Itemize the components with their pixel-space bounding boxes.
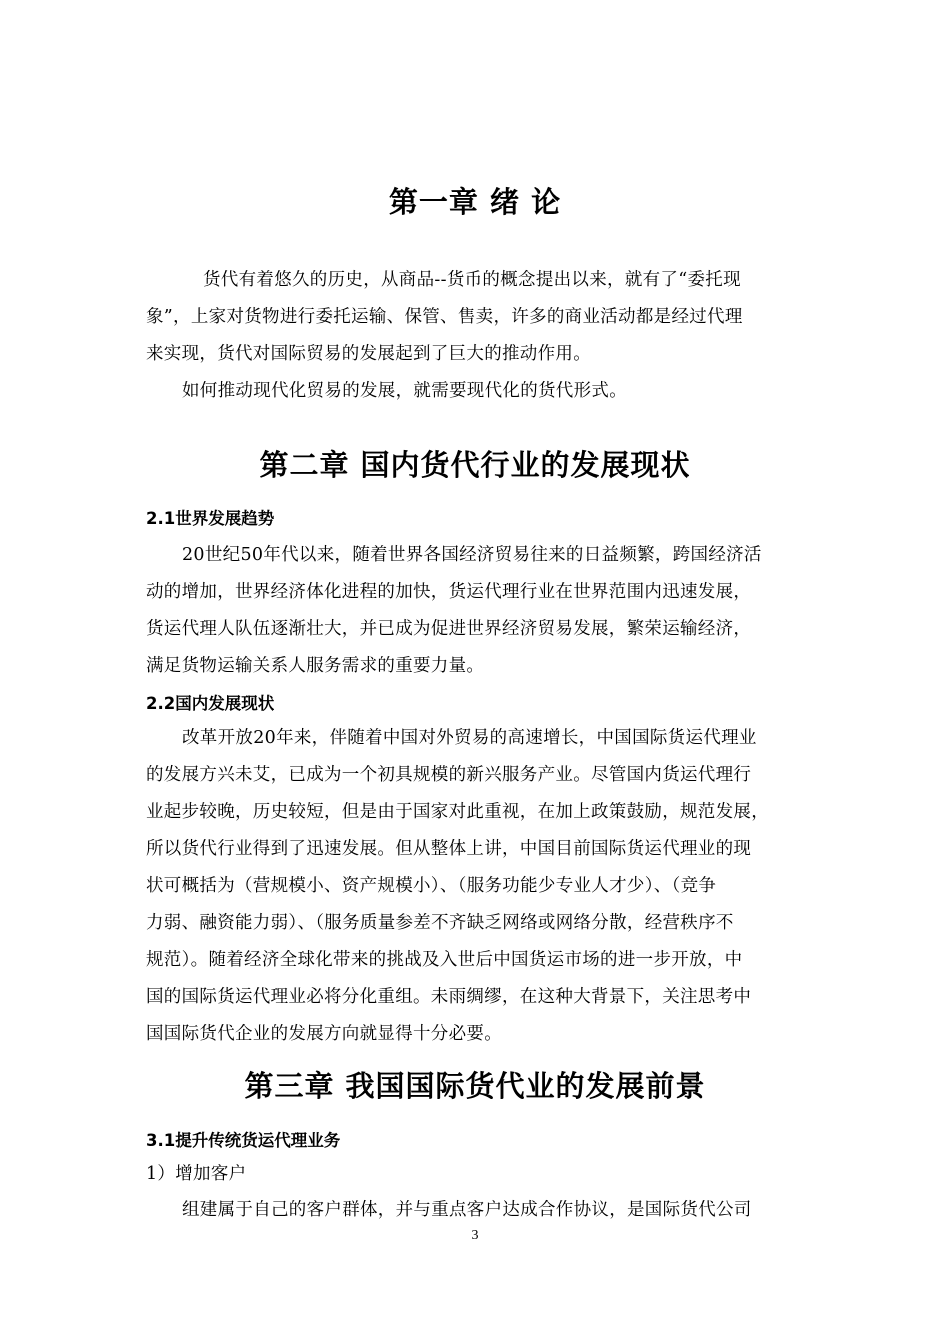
chapter-1-para-2: 如何推动现代化贸易的发展，就需要现代化的货代形式。 xyxy=(182,381,627,401)
chapter-1-title: 第一章 绪 论 xyxy=(388,185,562,219)
section-2-1-heading: 2.1世界发展趋势 xyxy=(146,509,275,528)
section-2-2-line-8: 国的国际货运代理业必将分化重组。未雨绸缪，在这种大背景下，关注思考中 xyxy=(146,987,752,1007)
section-2-2-line-1: 改革开放20年来，伴随着中国对外贸易的高速增长，中国国际货运代理业 xyxy=(182,728,757,748)
section-3-1-item-1: 1）增加客户 xyxy=(146,1164,247,1184)
section-3-1-line-1: 组建属于自己的客户群体，并与重点客户达成合作协议，是国际货代公司 xyxy=(182,1200,752,1220)
chapter-2-title: 第二章 国内货代行业的发展现状 xyxy=(259,448,691,482)
section-2-2-line-5: 状可概括为（营规模小、资产规模小）、（服务功能少专业人才少）、（竞争 xyxy=(146,876,717,896)
chapter-1-para-1-line-2: 象”，上家对货物进行委托运输、保管、售卖，许多的商业活动都是经过代理 xyxy=(146,307,743,327)
page-number: 3 xyxy=(471,1228,479,1243)
section-2-2-line-7: 规范）。随着经济全球化带来的挑战及入世后中国货运市场的进一步开放，中 xyxy=(146,950,743,970)
section-2-2-line-9: 国国际货代企业的发展方向就显得十分必要。 xyxy=(146,1024,502,1044)
section-2-2-heading: 2.2国内发展现状 xyxy=(146,694,275,713)
section-2-1-line-2: 动的增加，世界经济体化进程的加快，货运代理行业在世界范围内迅速发展， xyxy=(146,582,752,602)
section-2-2-line-3: 业起步较晚，历史较短，但是由于国家对此重视，在加上政策鼓励，规范发展， xyxy=(146,802,769,822)
section-2-1-line-4: 满足货物运输关系人服务需求的重要力量。 xyxy=(146,656,485,676)
section-2-2-line-2: 的发展方兴未艾，已成为一个初具规模的新兴服务产业。尽管国内货运代理行 xyxy=(146,765,752,785)
section-2-1-line-3: 货运代理人队伍逐渐壮大，并已成为促进世界经济贸易发展，繁荣运输经济， xyxy=(146,619,752,639)
chapter-3-title: 第三章 我国国际货代业的发展前景 xyxy=(244,1069,706,1103)
section-2-2-line-4: 所以货代行业得到了迅速发展。但从整体上讲，中国目前国际货运代理业的现 xyxy=(146,839,752,859)
section-2-2-line-6: 力弱、融资能力弱）、（服务质量参差不齐缺乏网络或网络分散，经营秩序不 xyxy=(146,913,734,933)
chapter-1-para-1-line-1: 货代有着悠久的历史，从商品--货币的概念提出以来，就有了“委托现 xyxy=(203,270,741,290)
chapter-1-para-1-line-3: 来实现，货代对国际贸易的发展起到了巨大的推动作用。 xyxy=(146,344,591,364)
section-3-1-heading: 3.1提升传统货运代理业务 xyxy=(146,1131,341,1150)
section-2-1-line-1: 20世纪50年代以来，随着世界各国经济贸易往来的日益频繁，跨国经济活 xyxy=(182,545,762,565)
